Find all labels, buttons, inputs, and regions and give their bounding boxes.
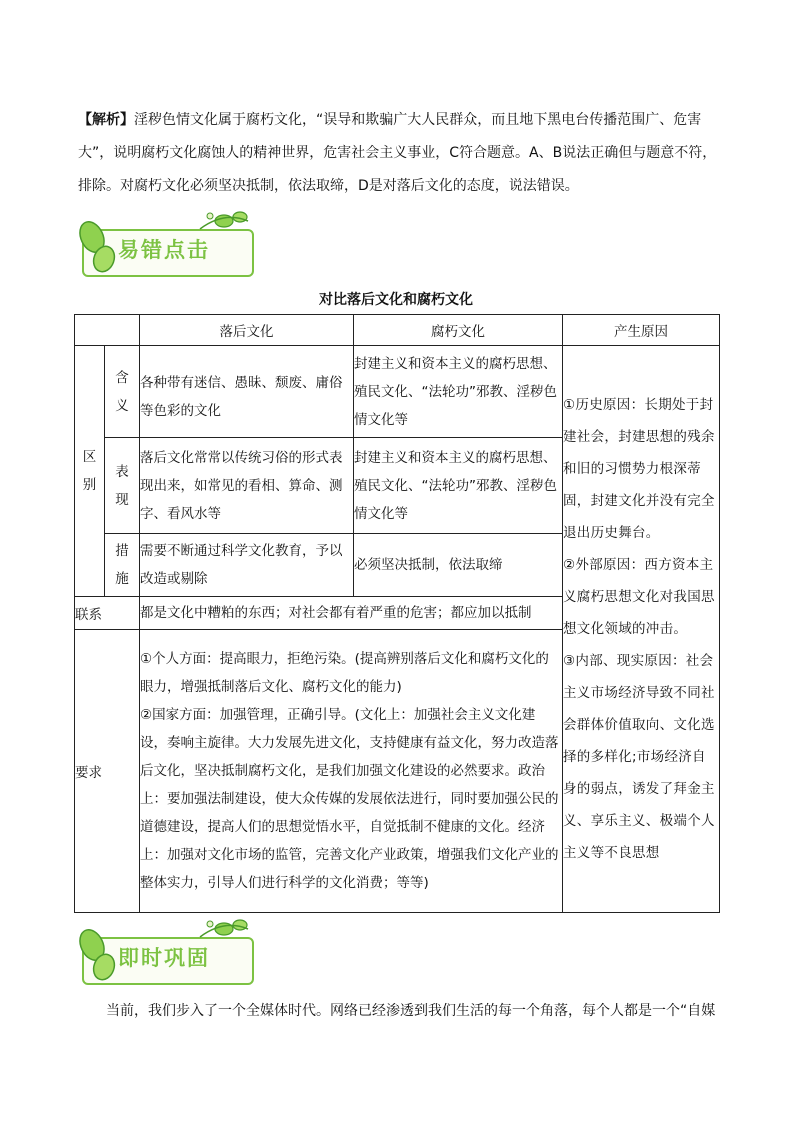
section-banner-consolidate [74, 915, 254, 985]
banner-title: 易错点击 [118, 238, 210, 262]
group-label-difference: 区别 [75, 346, 105, 597]
cell-luohou-performance: 落后文化常常以传统习俗的形式表现出来，如常见的看相、算命、测字、看风水等 [140, 438, 354, 534]
table-row [75, 346, 720, 438]
comparison-table [74, 314, 720, 913]
cell-fuxiu-performance: 封建主义和资本主义的腐朽思想、殖民文化、“法轮功”邪教、淫秽色情文化等 [354, 438, 563, 534]
cell-luohou-measure: 需要不断通过科学文化教育，予以改造或剔除 [140, 534, 354, 597]
row-label-meaning: 含义 [105, 346, 140, 438]
cell-requirement: ①个人方面：提高眼力，拒绝污染。(提高辨别落后文化和腐朽文化的眼力，增强抵制落后文化、腐朽文化的能力) ②国家方面：加强管理，正确引导。(文化上：加强社会主义文化建设，奏响主旋律。大力发展先进文化，支持健康有益文化，努力改造落后文化，坚决抵制腐朽文化，是我们加强文化建设的必然要求。政治上：要加强法制建设，使大众传媒的发展依法进行，同时要加强公民的道德建设，提高人们的思想觉悟水平，自觉抵制不健康的文化。经济上：加强对文化市场的监管，完善文化产业政策，增强我们文化产业的整体实力，引导人们进行科学的文化消费；等等) [140, 630, 563, 913]
row-label-link: 联系 [75, 597, 140, 630]
row-label-performance: 表现 [105, 438, 140, 534]
cell-luohou-meaning: 各种带有迷信、愚昧、颓废、庸俗等色彩的文化 [140, 346, 354, 438]
header-luohou: 落后文化 [140, 315, 354, 346]
section-banner-mistakes [74, 207, 254, 277]
analysis-text: 淫秽色情文化属于腐朽文化，“误导和欺骗广大人民群众，而且地下黑电台传播范围广、危害大”，说明腐朽文化腐蚀人的精神世界，危害社会主义事业，C符合题意。A、B说法正确但与题意不符，排除。对腐朽文化必须坚决抵制，依法取缔，D是对落后文化的态度，说法错误。 [78, 112, 717, 194]
analysis-tag: 【解析】 [78, 112, 134, 128]
cell-link: 都是文化中糟粕的东西；对社会都有着严重的危害；都应加以抵制 [140, 597, 563, 630]
row-label-measure: 措施 [105, 534, 140, 597]
table-header-row [75, 315, 720, 346]
analysis-paragraph [78, 104, 720, 203]
header-cause: 产生原因 [563, 315, 720, 346]
cell-fuxiu-meaning: 封建主义和资本主义的腐朽思想、殖民文化、“法轮功”邪教、淫秽色情文化等 [354, 346, 563, 438]
banner-title: 即时巩固 [118, 946, 210, 970]
cell-cause: ①历史原因：长期处于封建社会，封建思想的残余和旧的习惯势力根深蒂固，封建文化并没有完全退出历史舞台。 ②外部原因：西方资本主义腐朽思想文化对我国思想文化领域的冲击。 ③内部、现实原因：社会主义市场经济导致不同社会群体价值取向、文化选择的多样化;市场经济自身的弱点，诱发了拜金主义、享乐主义、极端个人主义等不良思想 [563, 346, 720, 913]
bottom-paragraph: 当前，我们步入了一个全媒体时代。网络已经渗透到我们生活的每一个角落，每个人都是一个“自媒 [106, 1003, 716, 1019]
header-fuxiu: 腐朽文化 [354, 315, 563, 346]
cell-fuxiu-measure: 必须坚决抵制，依法取缔 [354, 534, 563, 597]
row-label-requirement: 要求 [75, 630, 140, 913]
header-corner-cell [75, 315, 140, 346]
table-title: 对比落后文化和腐朽文化 [319, 292, 473, 308]
